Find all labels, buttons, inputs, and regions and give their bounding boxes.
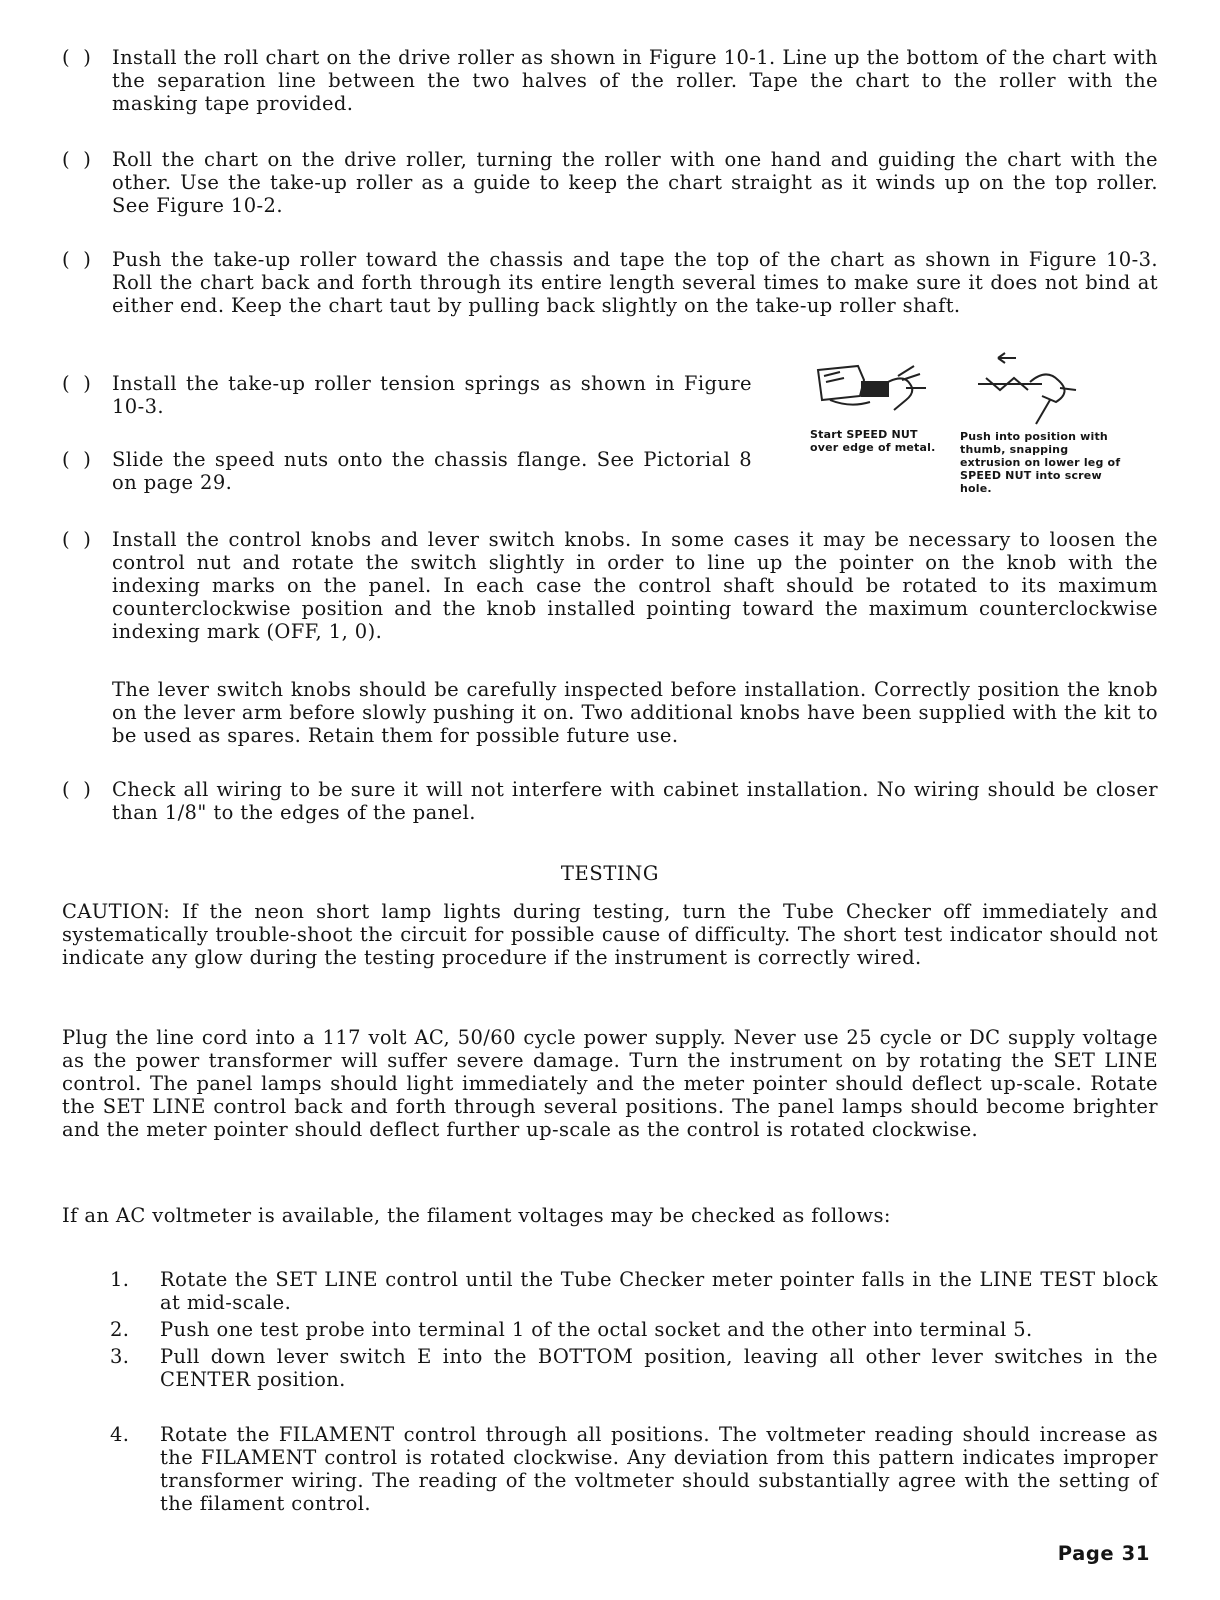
numbered-step: [110, 1345, 1158, 1391]
step-number: 4.: [110, 1423, 130, 1446]
page-number: Page 31: [1057, 1542, 1150, 1565]
checkbox-marker: ( ): [62, 248, 92, 271]
power-supply-paragraph: Plug the line cord into a 117 volt AC, 50/60 cycle power supply. Never use 25 cycle or DC supply voltage as the power transformer will suffer severe damage. Turn the instrument on by rotating the SET LINE control. The panel lamps should light immediately and the meter pointer should deflect up-scale. Rotate the SET LINE control back and forth through several positions. The panel lamps should become brighter and the meter pointer should deflect further up-scale as the control is rotated clockwise.: [62, 1026, 1158, 1141]
speed-nut-figure: [810, 352, 1160, 522]
step-text: Rotate the FILAMENT control through all positions. The voltmeter reading should increase as the FILAMENT control is rotated clockwise. Any deviation from this pattern indicates improper transformer wiring. The reading of the voltmeter should substantially agree with the setting of the filament control.: [160, 1423, 1158, 1515]
numbered-step: [110, 1318, 1158, 1341]
step-text: Roll the chart on the drive roller, turning the roller with one hand and guiding the chart with the other. Use the take-up roller as a guide to keep the chart straight as it winds up on the top roller. See Figure 10-2.: [112, 148, 1158, 217]
caution-paragraph: CAUTION: If the neon short lamp lights during testing, turn the Tube Checker off immediately and systematically trouble-shoot the circuit for possible cause of difficulty. The short test indicator should not indicate any glow during the testing procedure if the instrument is correctly wired.: [62, 900, 1158, 969]
speed-nut-illustration: [810, 352, 1160, 432]
step-number: 1.: [110, 1268, 130, 1291]
checkbox-marker: ( ): [62, 46, 92, 69]
checkbox-marker: ( ): [62, 778, 92, 801]
step-install-tension-springs: [62, 372, 752, 418]
step-push-take-up-roller: [62, 248, 1158, 317]
step-text: Check all wiring to be sure it will not interfere with cabinet installation. No wiring should be closer than 1/8" to the edges of the panel.: [112, 778, 1158, 824]
step-slide-speed-nuts: [62, 448, 752, 494]
step-install-control-knobs: [62, 528, 1158, 643]
step-number: 3.: [110, 1345, 130, 1368]
step-text: Rotate the SET LINE control until the Tube Checker meter pointer falls in the LINE TEST block at mid-scale.: [160, 1268, 1158, 1314]
step-text: Push the take-up roller toward the chassis and tape the top of the chart as shown in Figure 10-3. Roll the chart back and forth through its entire length several times to make sure it does not bind at either end. Keep the chart taut by pulling back slightly on the take-up roller shaft.: [112, 248, 1158, 317]
step-text: Install the roll chart on the drive roller as shown in Figure 10-1. Line up the bottom of the chart with the separation line between the two halves of the roller. Tape the chart to the roller with the masking tape provided.: [112, 46, 1158, 115]
voltmeter-paragraph: If an AC voltmeter is available, the filament voltages may be checked as follows:: [62, 1204, 891, 1227]
checkbox-marker: ( ): [62, 372, 92, 395]
step-text: Slide the speed nuts onto the chassis flange. See Pictorial 8 on page 29.: [112, 448, 752, 494]
step-install-roll-chart: [62, 46, 1158, 115]
step-text: Pull down lever switch E into the BOTTOM position, leaving all other lever switches in the CENTER position.: [160, 1345, 1158, 1391]
step-text: Install the take-up roller tension springs as shown in Figure 10-3.: [112, 372, 752, 418]
step-roll-chart: [62, 148, 1158, 217]
checkbox-marker: ( ): [62, 148, 92, 171]
checkbox-marker: ( ): [62, 528, 92, 551]
caption-start-speed-nut: Start SPEED NUT over edge of metal.: [810, 428, 936, 454]
step-number: 2.: [110, 1318, 130, 1341]
caption-push-into-position: Push into position with thumb, snapping extrusion on lower leg of SPEED NUT into screw hole.: [960, 430, 1121, 495]
lever-switch-note: The lever switch knobs should be carefully inspected before installation. Correctly position the knob on the lever arm before slowly pushing it on. Two additional knobs have been supplied with the kit to be used as spares. Retain them for possible future use.: [112, 678, 1158, 747]
filament-check-steps: [110, 1268, 1158, 1519]
step-check-wiring: [62, 778, 1158, 824]
checkbox-marker: ( ): [62, 448, 92, 471]
testing-heading: TESTING: [560, 862, 660, 885]
numbered-step: [110, 1268, 1158, 1314]
numbered-step: [110, 1423, 1158, 1515]
step-text: Install the control knobs and lever switch knobs. In some cases it may be necessary to loosen the control nut and rotate the switch slightly in order to line up the pointer on the knob with the indexing marks on the panel. In each case the control shaft should be rotated to its maximum counterclockwise position and the knob installed pointing toward the maximum counterclockwise indexing mark (OFF, 1, 0).: [112, 528, 1158, 643]
step-text: Push one test probe into terminal 1 of the octal socket and the other into terminal 5.: [160, 1318, 1033, 1341]
